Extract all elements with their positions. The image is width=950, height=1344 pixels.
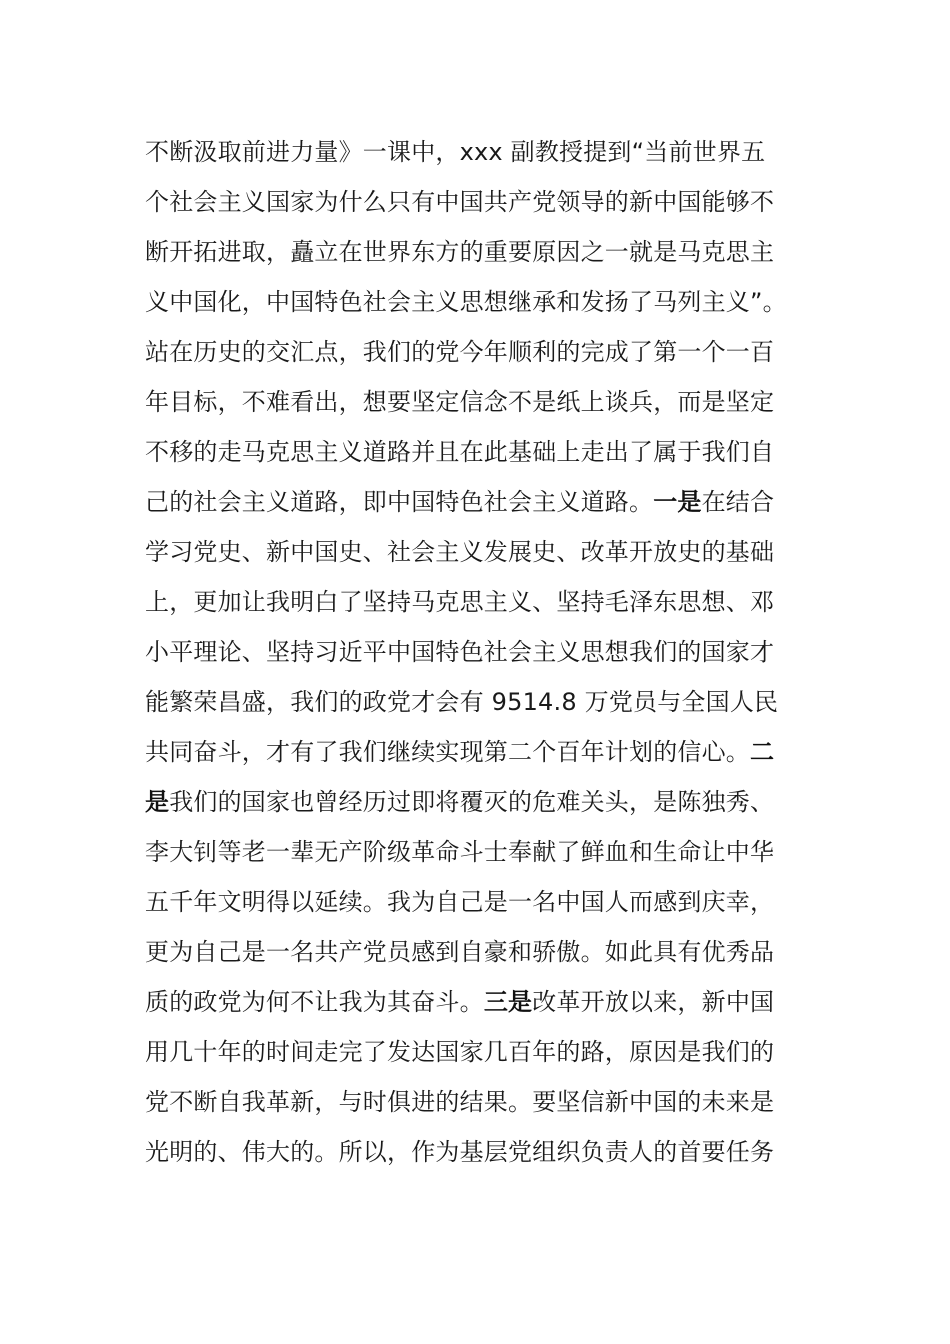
text-line — [145, 977, 805, 1027]
text-line — [145, 527, 805, 577]
text-line — [145, 1027, 805, 1077]
text-segment: 小平理论、坚持习近平中国特色社会主义思想我们的国家才 — [145, 638, 775, 666]
text-segment: 站在历史的交汇点，我们的党今年顺利的完成了第一个一百 — [145, 338, 775, 366]
text-segment: 断开拓进取，矗立在世界东方的重要原因之一就是马克思主 — [145, 238, 775, 266]
text-line — [145, 377, 805, 427]
text-segment: 个社会主义国家为什么只有中国共产党领导的新中国能够不 — [145, 188, 775, 216]
text-segment: 在结合 — [701, 488, 775, 516]
bold-enumeration: 二 — [750, 738, 775, 766]
text-line — [145, 827, 805, 877]
bold-enumeration: 三是 — [483, 988, 533, 1016]
text-segment: 更为自己是一名共产党员感到自豪和骄傲。如此具有优秀品 — [145, 938, 775, 966]
text-segment: 能繁荣昌盛，我们的政党才会有 9514.8 万党员与全国人民 — [145, 688, 779, 716]
text-segment: 光明的、伟大的。所以，作为基层党组织负责人的首要任务 — [145, 1138, 775, 1166]
body-text — [145, 127, 805, 1177]
text-segment: 学习党史、新中国史、社会主义发展史、改革开放史的基础 — [145, 538, 775, 566]
text-line — [145, 927, 805, 977]
text-line — [145, 577, 805, 627]
text-segment: 五千年文明得以延续。我为自己是一名中国人而感到庆幸， — [145, 888, 775, 916]
text-line — [145, 477, 805, 527]
text-segment: 义中国化，中国特色社会主义思想继承和发扬了马列主义”。 — [145, 288, 787, 316]
text-segment: 共同奋斗，才有了我们继续实现第二个百年计划的信心。 — [145, 738, 750, 766]
text-line — [145, 177, 805, 227]
text-segment: 改革开放以来，新中国 — [532, 988, 775, 1016]
bold-enumeration: 是 — [145, 788, 170, 816]
text-segment: 李大钊等老一辈无产阶级革命斗士奉献了鲜血和生命让中华 — [145, 838, 775, 866]
text-line — [145, 277, 805, 327]
text-line — [145, 227, 805, 277]
text-segment: 上，更加让我明白了坚持马克思主义、坚持毛泽东思想、邓 — [145, 588, 775, 616]
text-line — [145, 1127, 805, 1177]
text-line — [145, 677, 805, 727]
text-segment: 党不断自我革新，与时俱进的结果。要坚信新中国的未来是 — [145, 1088, 775, 1116]
text-line — [145, 327, 805, 377]
text-segment: 质的政党为何不让我为其奋斗。 — [145, 988, 484, 1016]
text-segment: 己的社会主义道路，即中国特色社会主义道路。 — [145, 488, 654, 516]
text-line — [145, 1077, 805, 1127]
text-line — [145, 777, 805, 827]
text-line — [145, 427, 805, 477]
bold-enumeration: 一是 — [653, 488, 702, 516]
text-segment: 我们的国家也曾经历过即将覆灭的危难关头，是陈独秀、 — [169, 788, 775, 816]
text-line — [145, 877, 805, 927]
text-segment: 不移的走马克思主义道路并且在此基础上走出了属于我们自 — [145, 438, 775, 466]
text-line — [145, 127, 805, 177]
text-line — [145, 727, 805, 777]
text-segment: 用几十年的时间走完了发达国家几百年的路，原因是我们的 — [145, 1038, 775, 1066]
text-segment: 年目标，不难看出，想要坚定信念不是纸上谈兵，而是坚定 — [145, 388, 775, 416]
text-line — [145, 627, 805, 677]
text-segment: 不断汲取前进力量》一课中，xxx 副教授提到“当前世界五 — [145, 138, 766, 166]
